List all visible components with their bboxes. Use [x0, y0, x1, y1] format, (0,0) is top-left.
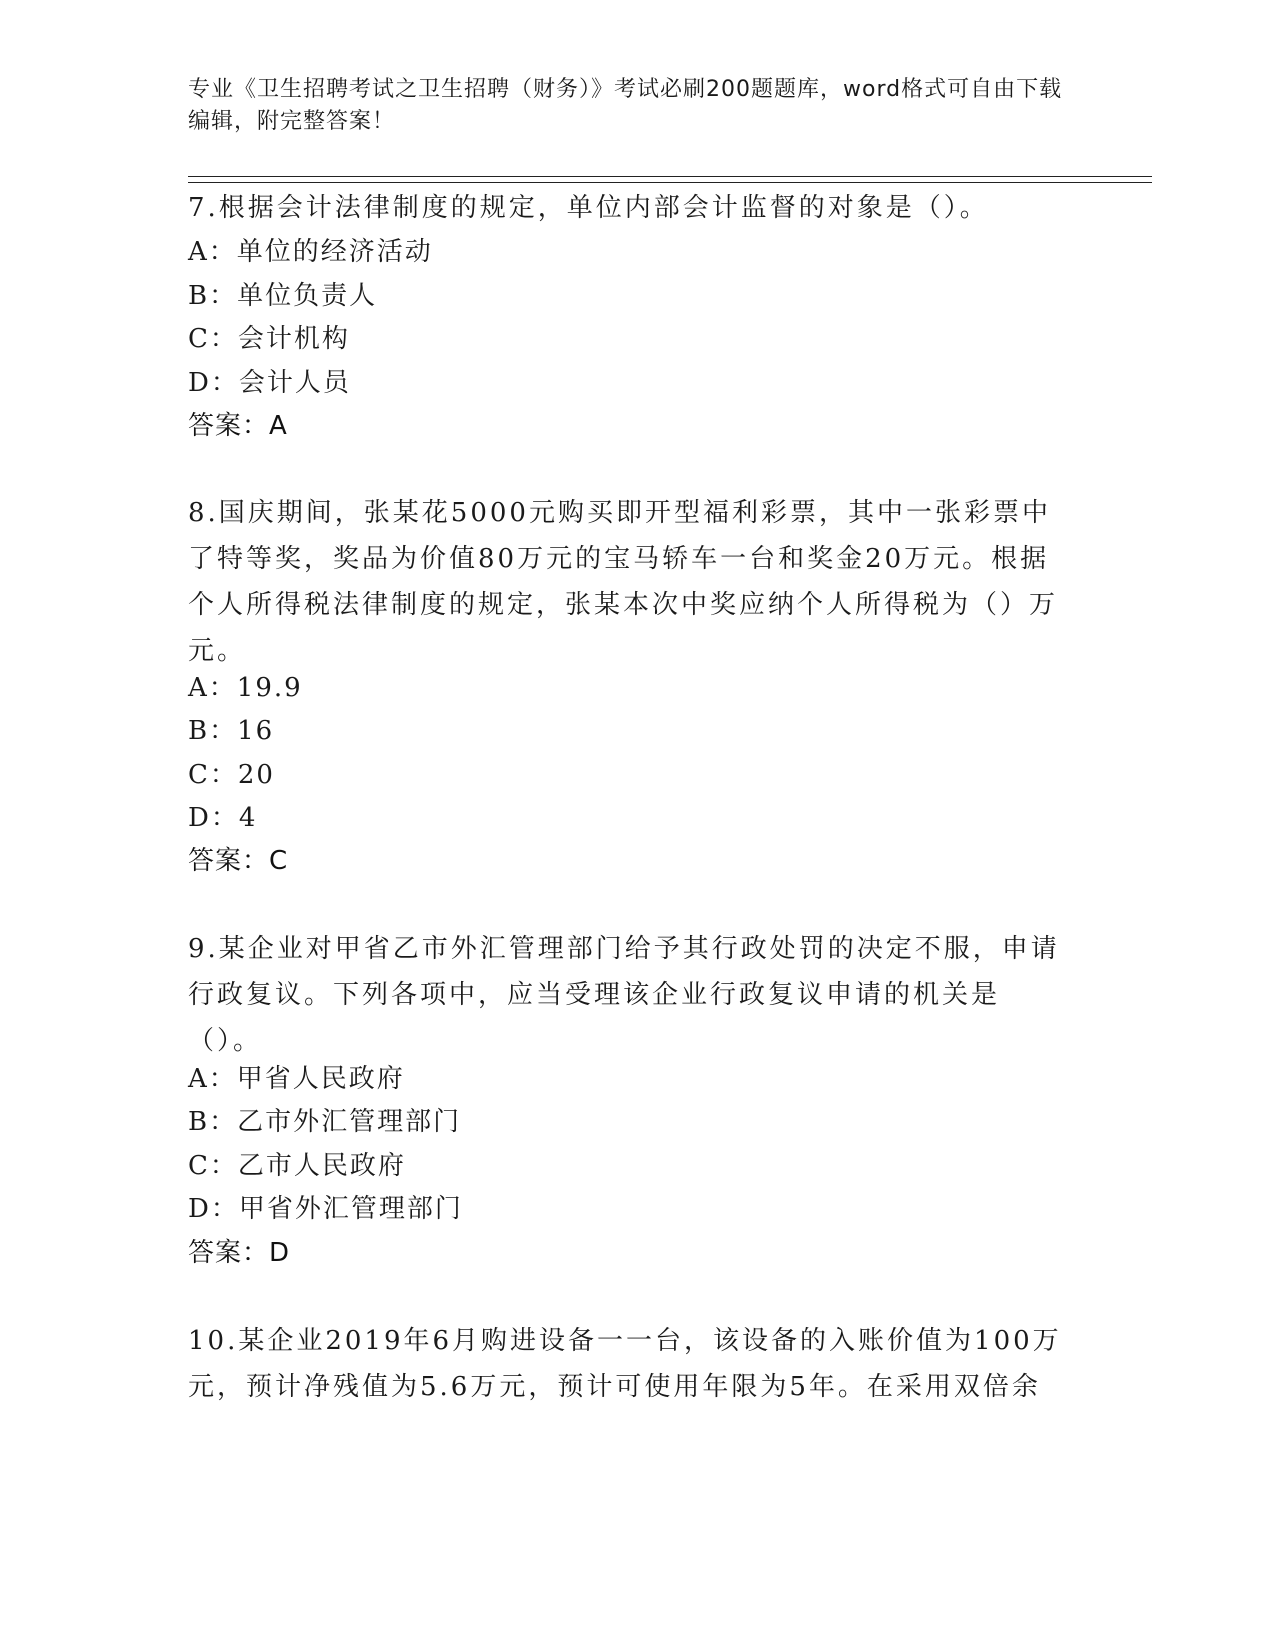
question-8-stem: 8.国庆期间，张某花5000元购买即开型福利彩票，其中一张彩票中了特等奖，奖品为价值80万元的宝马轿车一台和奖金20万元。根据个人所得税法律制度的规定，张某本次中奖应纳个人所得税为（）万元。 [188, 498, 1059, 666]
question-9-stem: 9.某企业对甲省乙市外汇管理部门给予其行政处罚的决定不服，申请行政复议。下列各项中，应当受理该企业行政复议申请的机关是（）。 [188, 934, 1060, 1056]
question-8-option-d: D：4 [188, 803, 258, 833]
question-7-option-c: C：会计机构 [188, 324, 350, 354]
question-7-option-a: A：单位的经济活动 [188, 237, 433, 267]
header-divider-bottom [188, 182, 1152, 183]
question-9-option-d: D：甲省外汇管理部门 [188, 1194, 463, 1224]
question-7-option-b: B：单位负责人 [188, 281, 378, 311]
question-7-option-d: D：会计人员 [188, 368, 351, 398]
question-8-option-a: A：19.9 [188, 673, 303, 703]
question-9-answer: 答案：D [188, 1238, 291, 1268]
header-divider-top [188, 176, 1152, 177]
question-8-option-c: C：20 [188, 760, 275, 790]
question-10-stem: 10.某企业2019年6月购进设备一一台，该设备的入账价值为100万元，预计净残值为5.6万元，预计可使用年限为5年。在采用双倍余 [188, 1326, 1062, 1402]
question-9-option-b: B：乙市外汇管理部门 [188, 1107, 462, 1137]
question-7-stem: 7.根据会计法律制度的规定，单位内部会计监督的对象是（）。 [188, 193, 989, 223]
question-7-answer: 答案：A [188, 411, 288, 441]
question-9-option-a: A：甲省人民政府 [188, 1064, 405, 1094]
question-9-option-c: C：乙市人民政府 [188, 1151, 406, 1181]
question-8-option-b: B：16 [188, 716, 275, 746]
question-8-answer: 答案：C [188, 846, 289, 876]
document-header: 专业《卫生招聘考试之卫生招聘（财务）》考试必刷200题题库，word格式可自由下载编辑，附完整答案！ [188, 77, 1063, 134]
